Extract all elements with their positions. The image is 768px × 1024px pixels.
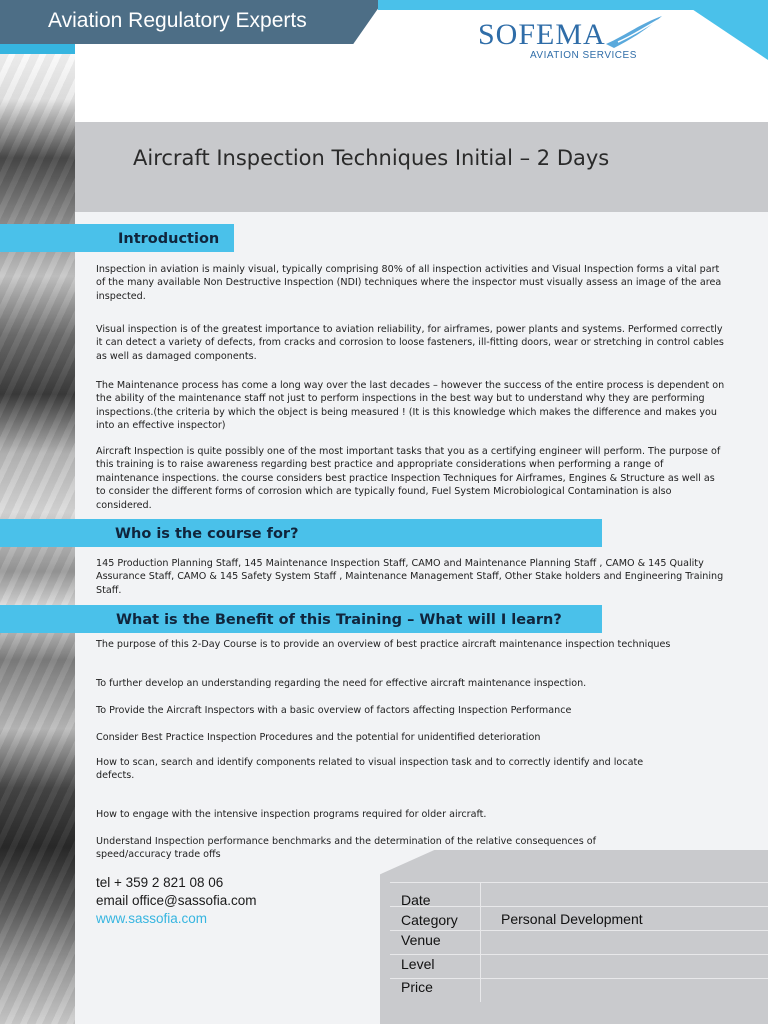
- benefits-heading: What is the Benefit of this Training – What will I learn?: [116, 612, 562, 628]
- logo-name: SOFEMA: [478, 18, 606, 51]
- detail-label-level: Level: [401, 956, 435, 972]
- benefit-item: Consider Best Practice Inspection Procedures and the potential for unidentified deterioration: [96, 732, 541, 743]
- benefit-item: How to engage with the intensive inspection programs required for older aircraft.: [96, 809, 487, 820]
- logo-subtitle: AVIATION SERVICES: [530, 50, 637, 61]
- audience-header-bar: [0, 519, 602, 547]
- sofema-logo: [478, 14, 678, 64]
- details-grid: [390, 882, 768, 1002]
- intro-paragraph-4: Aircraft Inspection is quite possibly one of the most important tasks that you as a certifying engineer will perform. The purpose of this training is to raise awareness regarding best practice and appropriate considerations when performing a range of maintenance inspections. the course considers best practice Inspection Techniques for Airframes, Engines & Structure as well as to consider the different forms of corrosion which are typically found, Fuel System Microbiological Contamination is also considered.: [96, 446, 721, 511]
- audience-heading: Who is the course for?: [115, 526, 299, 542]
- logo-swoosh-icon: [604, 14, 664, 50]
- intro-heading: Introduction: [118, 231, 220, 247]
- contact-website-link[interactable]: www.sassofia.com: [96, 911, 208, 926]
- tagline: Aviation Regulatory Experts: [48, 9, 307, 32]
- intro-paragraph-2: Visual inspection is of the greatest importance to aviation reliability, for airframes, power plants and systems. Performed correctly it can detect a variety of defects, from cracks and corrosion to loose fasteners, ill-fitting doors, wear or stretching in control cables as well as damaged components.: [96, 324, 724, 362]
- detail-value-category: Personal Development: [501, 911, 643, 927]
- audience-text: 145 Production Planning Staff, 145 Maintenance Inspection Staff, CAMO and Maintenance Planning Staff , CAMO & 145 Quality Assurance Staff, CAMO & 145 Safety System Staff , Maintenance Management Staff, Other Stake holders and Engineering Training Staff.: [96, 558, 724, 596]
- page-title: Aircraft Inspection Techniques Initial – 2 Days: [133, 146, 610, 170]
- detail-label-price: Price: [401, 979, 433, 995]
- contact-phone: tel + 359 2 821 08 06: [96, 875, 224, 890]
- contact-email[interactable]: email office@sassofia.com: [96, 893, 257, 908]
- detail-label-date: Date: [401, 892, 431, 908]
- header-accent-bar: [0, 44, 75, 54]
- grid-row: [390, 882, 768, 905]
- grid-row: [390, 954, 768, 977]
- benefit-item: Understand Inspection performance benchmarks and the determination of the relative consequences of speed/accuracy trade offs: [96, 836, 596, 861]
- detail-label-venue: Venue: [401, 932, 441, 948]
- grid-row: [390, 930, 768, 953]
- grid-row: [390, 978, 768, 1001]
- benefit-item: To Provide the Aircraft Inspectors with a basic overview of factors affecting Inspection Performance: [96, 705, 572, 716]
- benefit-item: To further develop an understanding regarding the need for effective aircraft maintenance inspection.: [96, 678, 587, 689]
- intro-paragraph-3: The Maintenance process has come a long way over the last decades – however the success of the entire process is dependent on the ability of the maintenance staff not just to perform inspections in the best way but to understand why they are performing inspections.(the criteria by which the object is being measured ! (It is this knowledge which makes the difference and makes you into an effective inspector): [96, 380, 725, 432]
- detail-label-category: Category: [401, 912, 458, 928]
- intro-paragraph-1: Inspection in aviation is mainly visual, typically comprising 80% of all inspection activities and Visual Inspection forms a vital part of the many available Non Destructive Inspection (NDI) techniques where the inspector must visually assess an image of the area inspected.: [96, 264, 722, 302]
- benefit-item: How to scan, search and identify components related to visual inspection task and to correctly identify and locate defects.: [96, 757, 644, 782]
- benefit-item: The purpose of this 2-Day Course is to provide an overview of best practice aircraft maintenance inspection techniques: [96, 639, 671, 650]
